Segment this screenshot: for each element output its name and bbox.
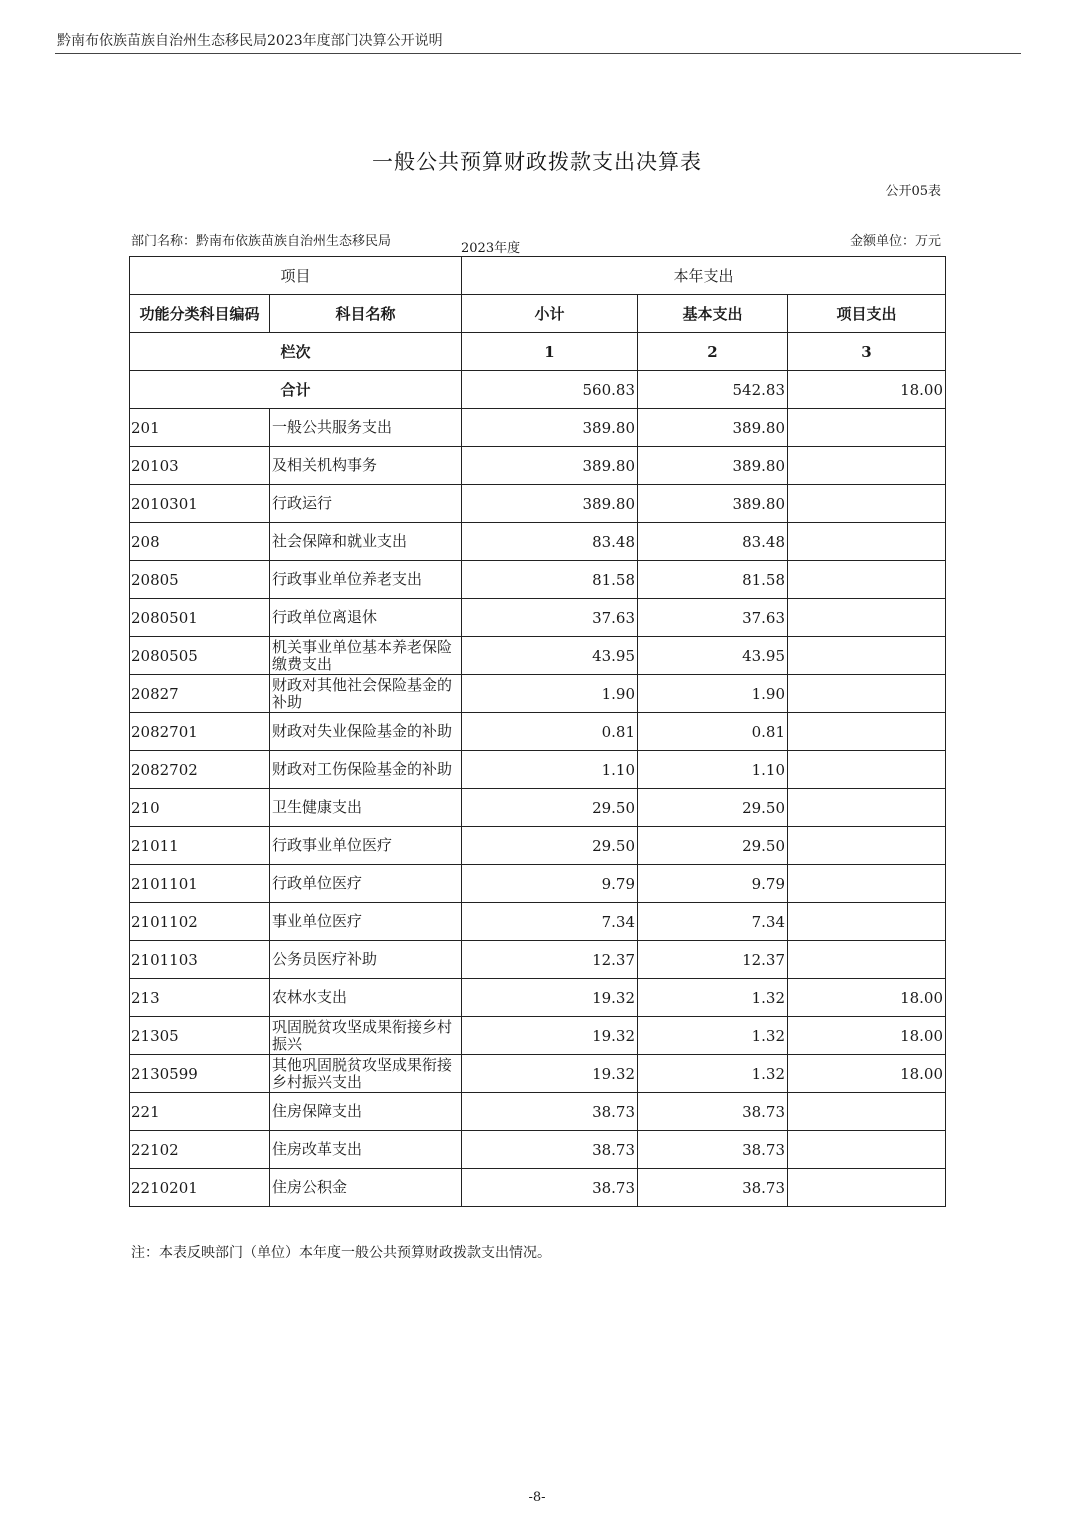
row-subtotal: 7.34 (462, 903, 638, 941)
column-number-label: 栏次 (130, 333, 462, 371)
header-item: 项目 (130, 257, 462, 295)
expenditure-table (129, 256, 946, 1207)
table-row (130, 1017, 946, 1055)
row-code: 213 (130, 979, 270, 1017)
row-name: 住房公积金 (270, 1169, 462, 1207)
page-title: 一般公共预算财政拨款支出决算表 (372, 150, 702, 174)
row-subtotal: 1.10 (462, 751, 638, 789)
total-label: 合计 (130, 371, 462, 409)
row-project (788, 675, 946, 713)
row-subtotal: 38.73 (462, 1131, 638, 1169)
row-name: 一般公共服务支出 (270, 409, 462, 447)
table-row (130, 409, 946, 447)
row-name: 财政对工伤保险基金的补助 (270, 751, 462, 789)
row-name: 卫生健康支出 (270, 789, 462, 827)
amount-unit: 金额单位：万元 (849, 234, 941, 249)
row-project: 18.00 (788, 1017, 946, 1055)
row-basic: 389.80 (638, 409, 788, 447)
row-name: 社会保障和就业支出 (270, 523, 462, 561)
table-note: 注：本表反映部门（单位）本年度一般公共预算财政拨款支出情况。 (131, 1245, 551, 1261)
total-basic: 542.83 (638, 371, 788, 409)
header-name: 科目名称 (270, 295, 462, 333)
header-code: 功能分类科目编码 (130, 295, 270, 333)
row-project (788, 751, 946, 789)
row-project (788, 447, 946, 485)
row-code: 2082701 (130, 713, 270, 751)
row-project (788, 561, 946, 599)
department-name: 部门名称：黔南布依族苗族自治州生态移民局 (131, 234, 392, 249)
row-project (788, 941, 946, 979)
row-project: 18.00 (788, 979, 946, 1017)
row-project (788, 713, 946, 751)
row-subtotal: 389.80 (462, 485, 638, 523)
table-row (130, 599, 946, 637)
row-project (788, 1093, 946, 1131)
fiscal-year: 2023年度 (461, 241, 521, 256)
row-project (788, 637, 946, 675)
table-row (130, 903, 946, 941)
table-row (130, 789, 946, 827)
row-basic: 29.50 (638, 827, 788, 865)
row-basic: 43.95 (638, 637, 788, 675)
table-row (130, 485, 946, 523)
header-project: 项目支出 (788, 295, 946, 333)
row-project (788, 1169, 946, 1207)
row-code: 21011 (130, 827, 270, 865)
row-code: 2130599 (130, 1055, 270, 1093)
row-subtotal: 29.50 (462, 789, 638, 827)
row-name: 住房改革支出 (270, 1131, 462, 1169)
header-subtotal: 小计 (462, 295, 638, 333)
column-number-row (130, 333, 946, 371)
row-basic: 83.48 (638, 523, 788, 561)
column-number-2: 2 (638, 333, 788, 371)
table-row (130, 523, 946, 561)
row-code: 20827 (130, 675, 270, 713)
row-project (788, 903, 946, 941)
row-subtotal: 389.80 (462, 447, 638, 485)
row-subtotal: 9.79 (462, 865, 638, 903)
table-row (130, 713, 946, 751)
row-code: 2080505 (130, 637, 270, 675)
row-subtotal: 0.81 (462, 713, 638, 751)
row-code: 2010301 (130, 485, 270, 523)
row-name: 其他巩固脱贫攻坚成果衔接乡村振兴支出 (270, 1055, 462, 1093)
header-basic: 基本支出 (638, 295, 788, 333)
row-code: 221 (130, 1093, 270, 1131)
table-row (130, 865, 946, 903)
row-name: 及相关机构事务 (270, 447, 462, 485)
row-code: 210 (130, 789, 270, 827)
header-current-year: 本年支出 (462, 257, 946, 295)
row-subtotal: 83.48 (462, 523, 638, 561)
header-row-1 (130, 257, 946, 295)
row-basic: 389.80 (638, 485, 788, 523)
row-subtotal: 29.50 (462, 827, 638, 865)
row-name: 行政运行 (270, 485, 462, 523)
row-name: 财政对失业保险基金的补助 (270, 713, 462, 751)
row-basic: 12.37 (638, 941, 788, 979)
row-basic: 1.90 (638, 675, 788, 713)
row-subtotal: 19.32 (462, 1055, 638, 1093)
row-basic: 0.81 (638, 713, 788, 751)
table-row (130, 979, 946, 1017)
table-row (130, 827, 946, 865)
row-basic: 389.80 (638, 447, 788, 485)
row-basic: 38.73 (638, 1169, 788, 1207)
table-row (130, 447, 946, 485)
row-basic: 1.32 (638, 979, 788, 1017)
row-subtotal: 43.95 (462, 637, 638, 675)
row-code: 208 (130, 523, 270, 561)
row-subtotal: 19.32 (462, 979, 638, 1017)
row-name: 行政单位医疗 (270, 865, 462, 903)
row-project (788, 409, 946, 447)
header-divider (55, 53, 1021, 54)
table-row (130, 1055, 946, 1093)
row-name: 公务员医疗补助 (270, 941, 462, 979)
row-basic: 1.10 (638, 751, 788, 789)
row-subtotal: 38.73 (462, 1169, 638, 1207)
total-project: 18.00 (788, 371, 946, 409)
row-subtotal: 38.73 (462, 1093, 638, 1131)
table-row (130, 675, 946, 713)
row-name: 行政单位离退休 (270, 599, 462, 637)
row-basic: 81.58 (638, 561, 788, 599)
row-code: 21305 (130, 1017, 270, 1055)
column-number-3: 3 (788, 333, 946, 371)
table-row (130, 1169, 946, 1207)
column-number-1: 1 (462, 333, 638, 371)
row-code: 2101102 (130, 903, 270, 941)
table-row (130, 561, 946, 599)
table-row (130, 1131, 946, 1169)
row-subtotal: 81.58 (462, 561, 638, 599)
row-name: 行政事业单位医疗 (270, 827, 462, 865)
row-code: 201 (130, 409, 270, 447)
row-subtotal: 37.63 (462, 599, 638, 637)
page-number: -8- (528, 1490, 546, 1505)
row-project (788, 1131, 946, 1169)
row-project (788, 865, 946, 903)
row-project (788, 789, 946, 827)
row-basic: 38.73 (638, 1093, 788, 1131)
row-code: 2082702 (130, 751, 270, 789)
table-row (130, 751, 946, 789)
total-row (130, 371, 946, 409)
row-basic: 38.73 (638, 1131, 788, 1169)
table-row (130, 1093, 946, 1131)
row-name: 巩固脱贫攻坚成果衔接乡村振兴 (270, 1017, 462, 1055)
row-subtotal: 1.90 (462, 675, 638, 713)
row-name: 事业单位医疗 (270, 903, 462, 941)
header-row-2 (130, 295, 946, 333)
row-project (788, 599, 946, 637)
row-basic: 1.32 (638, 1055, 788, 1093)
running-header: 黔南布依族苗族自治州生态移民局2023年度部门决算公开说明 (57, 33, 443, 49)
row-code: 2101103 (130, 941, 270, 979)
row-name: 农林水支出 (270, 979, 462, 1017)
row-project (788, 485, 946, 523)
row-code: 2080501 (130, 599, 270, 637)
row-name: 住房保障支出 (270, 1093, 462, 1131)
row-basic: 29.50 (638, 789, 788, 827)
table-row (130, 637, 946, 675)
row-subtotal: 19.32 (462, 1017, 638, 1055)
row-basic: 1.32 (638, 1017, 788, 1055)
row-subtotal: 389.80 (462, 409, 638, 447)
row-basic: 37.63 (638, 599, 788, 637)
row-name: 行政事业单位养老支出 (270, 561, 462, 599)
row-basic: 9.79 (638, 865, 788, 903)
row-code: 2101101 (130, 865, 270, 903)
table-row (130, 941, 946, 979)
row-project (788, 523, 946, 561)
row-name: 财政对其他社会保险基金的补助 (270, 675, 462, 713)
row-name: 机关事业单位基本养老保险缴费支出 (270, 637, 462, 675)
row-subtotal: 12.37 (462, 941, 638, 979)
row-code: 22102 (130, 1131, 270, 1169)
row-code: 20805 (130, 561, 270, 599)
total-subtotal: 560.83 (462, 371, 638, 409)
row-project (788, 827, 946, 865)
row-basic: 7.34 (638, 903, 788, 941)
row-code: 2210201 (130, 1169, 270, 1207)
row-code: 20103 (130, 447, 270, 485)
form-code: 公开05表 (885, 184, 941, 199)
row-project: 18.00 (788, 1055, 946, 1093)
